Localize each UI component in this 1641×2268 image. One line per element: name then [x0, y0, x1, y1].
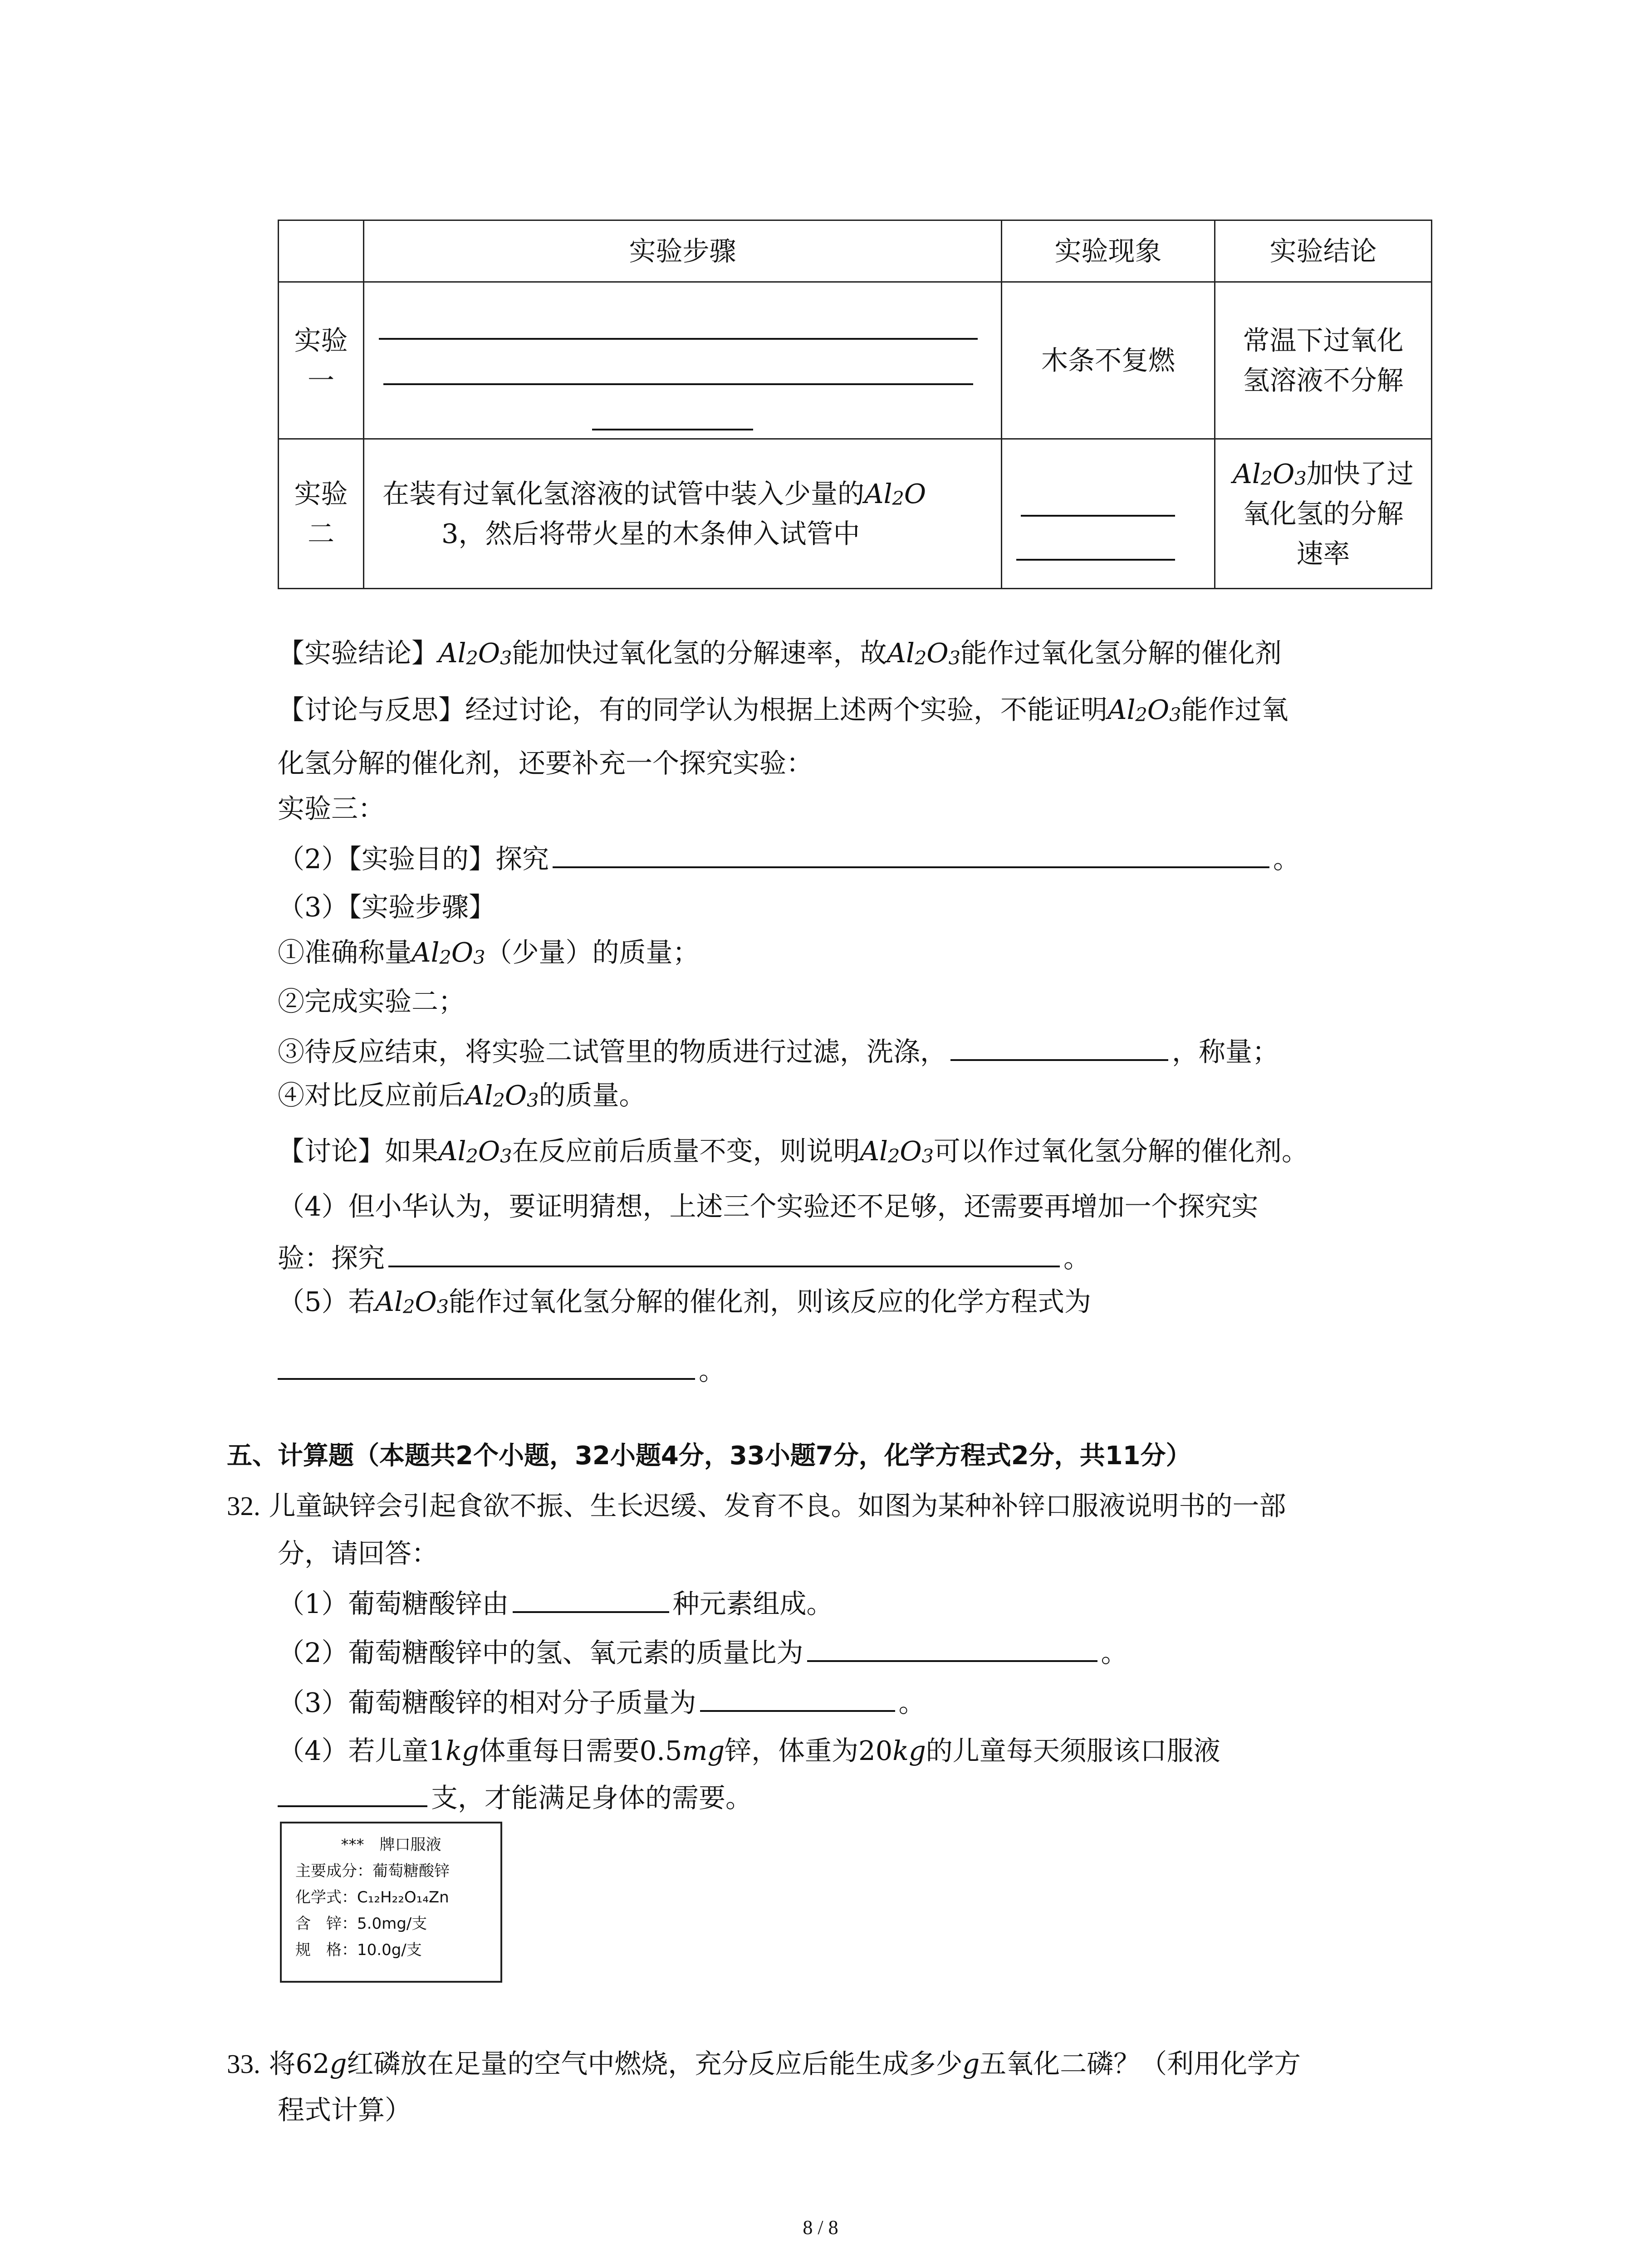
discussion-line-2: 化氢分解的催化剂，还要补充一个探究实验： [278, 748, 813, 779]
row2-steps: 在装有过氧化氢溶液的试管中装入少量的$Al_2O$ 3，然后将带火星的木条伸入试管中 [364, 439, 1002, 589]
q32-part4-line1: （4）若儿童1kg体重每日需要0.5mg锌，体重为20kg的儿童每天须服该口服液 [278, 1735, 1220, 1766]
row2-label: 实验 二 [279, 439, 364, 589]
q32-p2-blank[interactable] [807, 1633, 1097, 1662]
row2-formula: $Al_2O$ [864, 478, 926, 510]
row2-conclusion: $Al_2O_3$加快了过 氧化氢的分解 速率 [1215, 439, 1432, 589]
row1-steps-blank [364, 282, 1002, 439]
q32-part2: （2）葡萄糖酸锌中的氢、氧元素的质量比为 。 [278, 1633, 1128, 1671]
step2-line: ②完成实验二； [278, 986, 465, 1017]
q2-blank[interactable] [553, 839, 1269, 868]
q3-line: （3）【实验步骤】 [278, 891, 496, 923]
step1-line: ①准确称量$Al_2O_3$（少量）的质量； [278, 937, 700, 968]
table-blank-1[interactable] [379, 338, 978, 340]
table-header-row [279, 220, 1432, 282]
header-conclusion: 实验结论 [1215, 220, 1432, 282]
discuss2-line: 【讨论】如果$Al_2O_3$在反应前后质量不变，则说明$Al_2O_3$可以作过氧化氢分解的催化剂。 [278, 1135, 1308, 1167]
q4-line-2: 验：探究 。 [278, 1238, 1090, 1276]
conclusion-line: 【实验结论】$Al_2O_3$能加快过氧化氢的分解速率，故$Al_2O_3$能作过氧化氢分解的催化剂 [278, 637, 1282, 669]
header-phenomenon: 实验现象 [1002, 220, 1215, 282]
q32-part3: （3）葡萄糖酸锌的相对分子质量为 。 [278, 1683, 926, 1721]
q33-line-1: 33. 将62g红磷放在足量的空气中燃烧，充分反应后能生成多少g五氧化二磷？（利用化学方 [227, 2048, 1301, 2079]
oral-liquid-label [280, 1822, 502, 1983]
header-empty [279, 220, 364, 282]
label-ingredient: 主要成分：葡萄糖酸锌 [295, 1862, 450, 1880]
table-blank-4[interactable] [1021, 515, 1175, 517]
label-title: *** 牌口服液 [341, 1836, 441, 1854]
row1-phenomenon: 木条不复燃 [1002, 282, 1215, 439]
label-zinc-content: 含 锌：5.0mg/支 [295, 1915, 427, 1933]
q4-line-1: （4）但小华认为，要证明猜想，上述三个实验还不足够，还需要再增加一个探究实 [278, 1191, 1259, 1222]
step3-blank[interactable] [950, 1032, 1168, 1061]
row1-conclusion: 常温下过氧化 氢溶液不分解 [1215, 282, 1432, 439]
q32-part4-line2: 支，才能满足身体的需要。 [278, 1778, 752, 1816]
q32-stem-line-2: 分，请回答： [278, 1538, 439, 1569]
row1-label: 实验 一 [279, 282, 364, 439]
row2-phenomenon-blank [1002, 439, 1215, 589]
q32-p1-blank[interactable] [513, 1584, 669, 1613]
q4-blank[interactable] [388, 1238, 1060, 1267]
step3-line: ③待反应结束，将实验二试管里的物质进行过滤，洗涤， ，称量； [278, 1032, 1279, 1070]
label-formula: 化学式：C₁₂H₂₂O₁₄Zn [295, 1888, 449, 1906]
table-row-exp1 [279, 282, 1432, 439]
q5-line: （5）若$Al_2O_3$能作过氧化氢分解的催化剂，则该反应的化学方程式为 [278, 1286, 1091, 1318]
table-blank-5[interactable] [1016, 559, 1175, 561]
q5-answer-line: 。 [278, 1351, 725, 1389]
step4-line: ④对比反应前后$Al_2O_3$的质量。 [278, 1080, 646, 1111]
q33-line-2: 程式计算） [278, 2094, 412, 2126]
q32-p4-blank[interactable] [278, 1778, 427, 1807]
q2-line: （2）【实验目的】探究 。 [278, 839, 1300, 877]
exp3-label: 实验三： [278, 793, 385, 824]
table-row-exp2 [279, 439, 1432, 589]
q32-stem-line-1: 32. 儿童缺锌会引起食欲不振、生长迟缓、发育不良。如图为某种补锌口服液说明书的一部 [227, 1490, 1286, 1521]
section5-title: 五、计算题（本题共2个小题，32小题4分，33小题7分，化学方程式2分，共11分） [227, 1441, 1191, 1471]
q32-part1: （1）葡萄糖酸锌由 种元素组成。 [278, 1584, 833, 1622]
label-spec: 规 格：10.0g/支 [295, 1941, 422, 1959]
discussion-line-1: 【讨论与反思】经过讨论，有的同学认为根据上述两个实验，不能证明$Al_2O_3$能作过氧 [278, 694, 1288, 726]
experiment-table [278, 220, 1432, 589]
q32-p3-blank[interactable] [700, 1683, 895, 1712]
table-blank-3[interactable] [592, 429, 753, 430]
header-steps: 实验步骤 [364, 220, 1002, 282]
table-blank-2[interactable] [383, 383, 973, 385]
page-number: 8 / 8 [803, 2216, 838, 2239]
q5-blank[interactable] [278, 1351, 695, 1380]
